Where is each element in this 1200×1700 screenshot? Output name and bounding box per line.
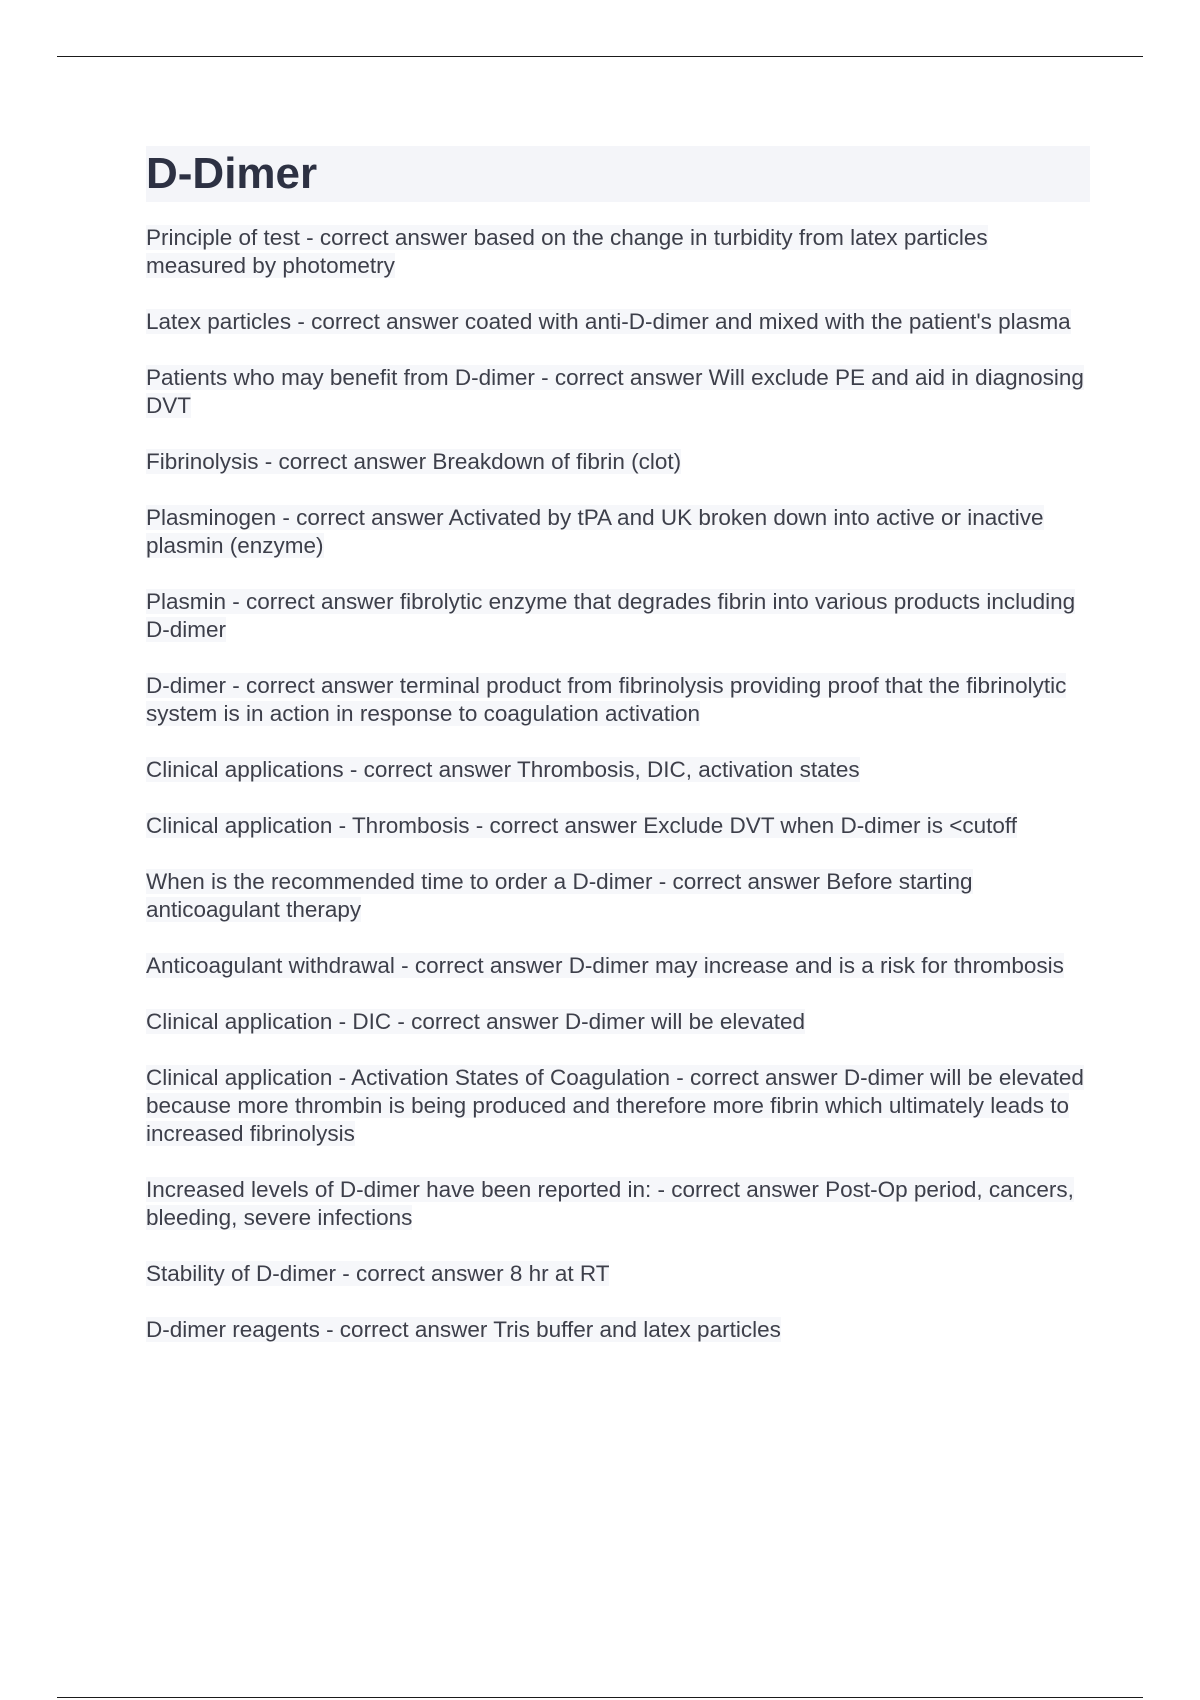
qa-item-text: Increased levels of D-dimer have been reported in: - correct answer Post-Op period, cancers, bleeding, severe infections <box>146 1177 1074 1230</box>
title-bar <box>146 146 1090 202</box>
document-body <box>146 146 1090 1372</box>
qa-item <box>146 1008 1090 1036</box>
qa-item-text: Plasminogen - correct answer Activated by tPA and UK broken down into active or inactive plasmin (enzyme) <box>146 505 1044 558</box>
qa-item <box>146 504 1090 560</box>
qa-item-text: Anticoagulant withdrawal - correct answer D-dimer may increase and is a risk for thrombosis <box>146 953 1064 978</box>
qa-item-text: Clinical applications - correct answer Thrombosis, DIC, activation states <box>146 757 860 782</box>
qa-item-text: Latex particles - correct answer coated with anti-D-dimer and mixed with the patient's plasma <box>146 309 1071 334</box>
qa-item <box>146 1260 1090 1288</box>
qa-item-text: Clinical application - DIC - correct answer D-dimer will be elevated <box>146 1009 805 1034</box>
qa-item-text: When is the recommended time to order a D-dimer - correct answer Before starting anticoagulant therapy <box>146 869 973 922</box>
qa-item <box>146 448 1090 476</box>
qa-item <box>146 1316 1090 1344</box>
qa-item <box>146 756 1090 784</box>
qa-item-text: D-dimer - correct answer terminal product from fibrinolysis providing proof that the fibrinolytic system is in action in response to coagulation activation <box>146 673 1067 726</box>
qa-item <box>146 588 1090 644</box>
qa-item <box>146 952 1090 980</box>
qa-item-text: Stability of D-dimer - correct answer 8 hr at RT <box>146 1261 610 1286</box>
footer-rule <box>57 1697 1143 1698</box>
qa-item <box>146 224 1090 280</box>
header-rule <box>57 56 1143 57</box>
qa-item-text: Plasmin - correct answer fibrolytic enzyme that degrades fibrin into various products including D-dimer <box>146 589 1076 642</box>
qa-list <box>146 224 1090 1344</box>
qa-item-text: Clinical application - Activation States of Coagulation - correct answer D-dimer will be elevated because more thrombin is being produced and therefore more fibrin which ultimately leads to increased fibrinolysis <box>146 1065 1084 1146</box>
page-title: D-Dimer <box>146 149 318 198</box>
qa-item <box>146 308 1090 336</box>
qa-item-text: Principle of test - correct answer based on the change in turbidity from latex particles measured by photometry <box>146 225 988 278</box>
qa-item <box>146 868 1090 924</box>
qa-item <box>146 1176 1090 1232</box>
qa-item <box>146 672 1090 728</box>
qa-item-text: Fibrinolysis - correct answer Breakdown of fibrin (clot) <box>146 449 682 474</box>
qa-item-text: Clinical application - Thrombosis - correct answer Exclude DVT when D-dimer is <cutoff <box>146 813 1017 838</box>
qa-item-text: Patients who may benefit from D-dimer - correct answer Will exclude PE and aid in diagnosing DVT <box>146 365 1084 418</box>
qa-item <box>146 812 1090 840</box>
qa-item-text: D-dimer reagents - correct answer Tris buffer and latex particles <box>146 1317 781 1342</box>
qa-item <box>146 364 1090 420</box>
qa-item <box>146 1064 1090 1148</box>
